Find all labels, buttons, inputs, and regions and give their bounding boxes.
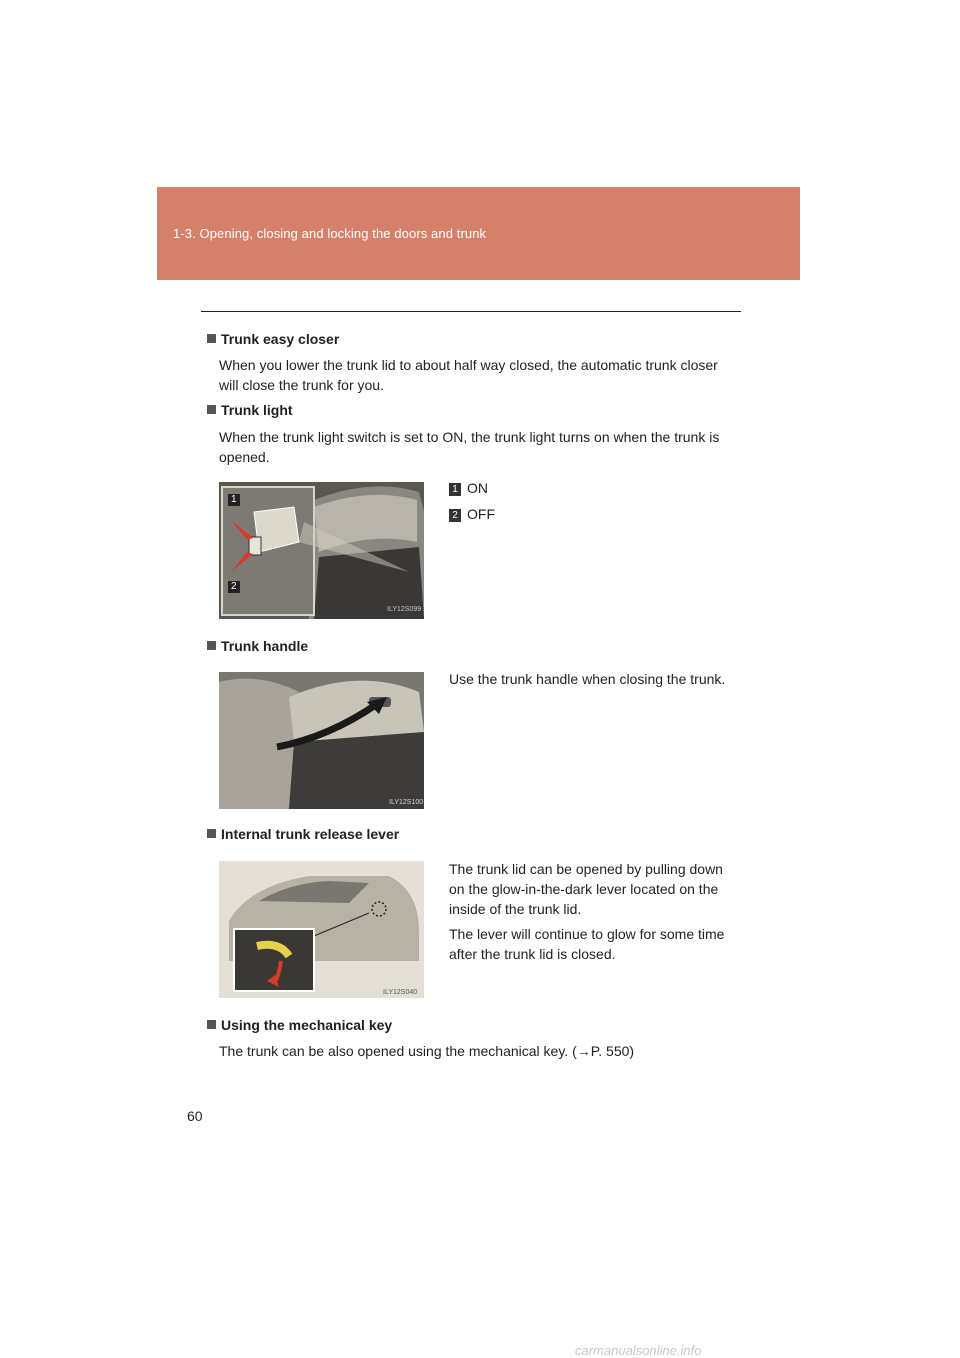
watermark: carmanualsonline.info [575, 1343, 702, 1358]
heading-text: Trunk easy closer [221, 331, 340, 347]
page-number: 60 [187, 1108, 203, 1124]
release-line-3: inside of the trunk lid. [449, 901, 582, 917]
heading-text: Trunk light [221, 402, 293, 418]
image-code: ILY12S099 [387, 606, 422, 613]
legend-row-on [449, 480, 488, 496]
callout-2: 2 [231, 581, 237, 592]
legend-label-on: ON [467, 480, 488, 496]
light-line-1: When the trunk light switch is set to ON, the trunk light turns on when the trunk is [219, 429, 720, 445]
bullet-square-icon [207, 334, 216, 343]
section-header-title: 1-3. Opening, closing and locking the doors and trunk [173, 226, 487, 241]
easy-closer-line-1: When you lower the trunk lid to about half way closed, the automatic trunk closer [219, 357, 718, 373]
heading-trunk-light [207, 402, 293, 418]
trunk-handle-photo [219, 672, 424, 809]
release-lever-photo [219, 861, 424, 998]
handle-text: Use the trunk handle when closing the trunk. [449, 671, 726, 687]
release-line-4: The lever will continue to glow for some time [449, 926, 725, 942]
bullet-square-icon [207, 405, 216, 414]
release-line-2: on the glow-in-the-dark lever located on the [449, 881, 719, 897]
heading-text: Using the mechanical key [221, 1017, 393, 1033]
light-line-2: opened. [219, 449, 270, 465]
heading-internal-release [207, 826, 399, 842]
image-code: ILY12S100 [389, 799, 424, 806]
mechanical-text: The trunk can be also opened using the mechanical key. (→P. 550) [219, 1043, 635, 1059]
release-line-1: The trunk lid can be opened by pulling down [449, 861, 723, 877]
bullet-square-icon [207, 1020, 216, 1029]
divider-rule [201, 311, 741, 312]
release-line-5: after the trunk lid is closed. [449, 946, 616, 962]
trunk-light-photo [219, 482, 424, 619]
callout-1: 1 [231, 494, 237, 505]
easy-closer-line-2: will close the trunk for you. [219, 377, 384, 393]
bullet-square-icon [207, 829, 216, 838]
legend-number-2: 2 [449, 509, 461, 522]
bullet-square-icon [207, 641, 216, 650]
heading-text: Trunk handle [221, 638, 309, 654]
heading-trunk-handle [207, 638, 308, 654]
heading-trunk-easy-closer [207, 331, 339, 347]
image-code: ILY12S040 [383, 989, 418, 996]
legend-row-off [449, 506, 495, 522]
legend-number-1: 1 [449, 483, 461, 496]
legend-label-off: OFF [467, 506, 495, 522]
heading-text: Internal trunk release lever [221, 826, 400, 842]
heading-mechanical-key [207, 1017, 392, 1033]
